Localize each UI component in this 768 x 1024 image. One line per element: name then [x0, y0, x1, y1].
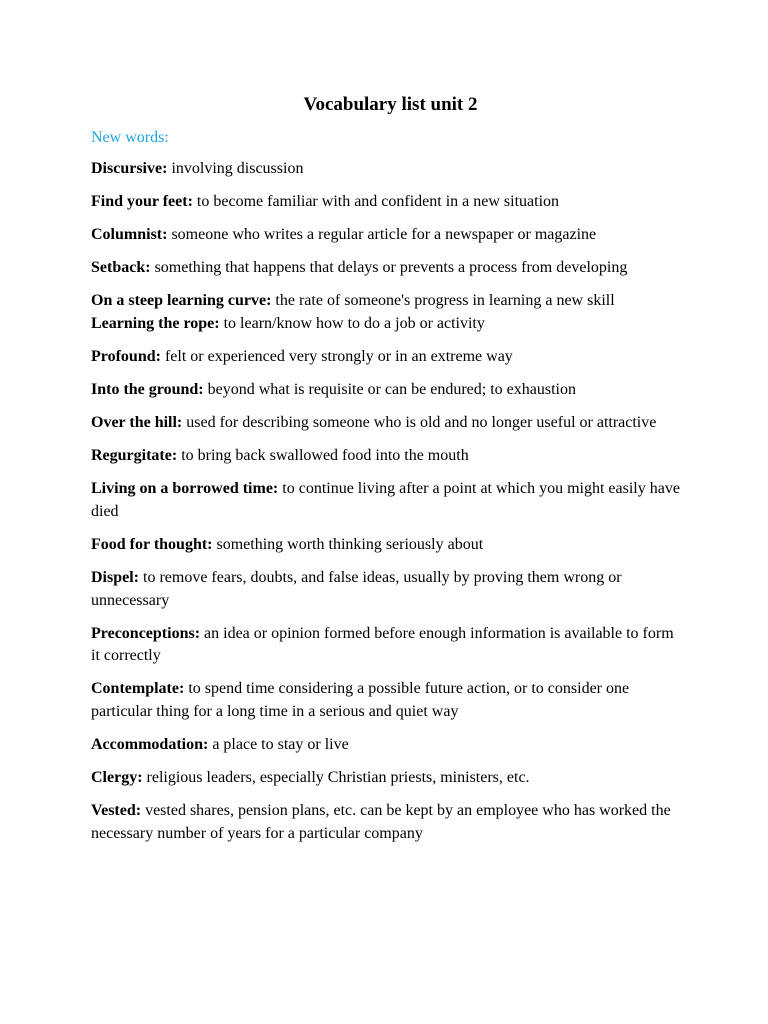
- entry-term: Discursive:: [91, 160, 168, 177]
- entry-definition: used for describing someone who is old and no longer useful or attractive: [186, 414, 657, 432]
- entry-definition: a place to stay or live: [212, 735, 349, 753]
- vocabulary-entry: [91, 623, 680, 668]
- vocabulary-entry: [91, 478, 680, 523]
- vocabulary-entry: [91, 191, 680, 214]
- vocabulary-entry: [91, 412, 680, 435]
- vocabulary-entry: [91, 346, 680, 369]
- vocabulary-entry: [91, 290, 680, 313]
- entry-definition: the rate of someone's progress in learning a new skill: [275, 292, 615, 310]
- vocabulary-entry: [91, 734, 680, 757]
- entry-term: Living on a borrowed time:: [91, 480, 279, 498]
- vocabulary-entry: [91, 567, 680, 612]
- vocabulary-entry: [91, 158, 680, 181]
- entry-term: Into the ground:: [91, 381, 204, 399]
- entry-term: Regurgitate:: [91, 447, 178, 465]
- entry-term: Learning the rope:: [91, 314, 220, 332]
- document-title: Vocabulary list unit 2: [303, 94, 478, 115]
- entry-definition: felt or experienced very strongly or in an extreme way: [164, 347, 513, 365]
- vocabulary-entry: [91, 534, 680, 557]
- vocabulary-entry: [91, 800, 680, 845]
- entry-definition: religious leaders, especially Christian priests, ministers, etc.: [146, 768, 530, 786]
- entry-definition: an idea or opinion formed before enough information is available to form it correctly: [91, 624, 674, 665]
- entry-definition: to continue living after a point at which you might easily have died: [91, 480, 680, 520]
- vocabulary-entry: [91, 678, 680, 723]
- entry-term: On a steep learning curve:: [91, 292, 272, 310]
- vocabulary-entry: [91, 257, 680, 280]
- entry-definition: someone who writes a regular article for a newspaper or magazine: [171, 226, 597, 244]
- entry-term: Find your feet:: [91, 193, 193, 211]
- entry-term: Vested:: [91, 802, 142, 819]
- entry-term: Columnist:: [91, 226, 168, 244]
- vocabulary-entry: [91, 313, 680, 336]
- entry-definition: something that happens that delays or prevents a process from developing: [154, 259, 628, 277]
- entry-definition: to bring back swallowed food into the mouth: [181, 447, 469, 465]
- entry-definition: vested shares, pension plans, etc. can be kept by an employee who has worked the necessary number of years for a particular company: [91, 802, 671, 842]
- entry-definition: to spend time considering a possible future action, or to consider one particular thing for a long time in a serious and quiet way: [91, 680, 630, 720]
- entry-definition: beyond what is requisite or can be endured; to exhaustion: [207, 381, 576, 399]
- vocabulary-entry: [91, 379, 680, 402]
- entry-definition: to learn/know how to do a job or activity: [223, 314, 485, 332]
- entry-term: Food for thought:: [91, 535, 213, 553]
- entry-definition: to remove fears, doubts, and false ideas, usually by proving them wrong or unnecessary: [91, 569, 622, 609]
- entry-term: Setback:: [91, 259, 151, 277]
- entry-definition: to become familiar with and confident in a new situation: [196, 193, 560, 211]
- vocabulary-entry: [91, 224, 680, 247]
- entry-term: Contemplate:: [91, 680, 185, 698]
- vocabulary-list: [91, 158, 680, 845]
- entry-definition: something worth thinking seriously about: [216, 535, 484, 553]
- vocabulary-entry: [91, 445, 680, 468]
- entry-definition: involving discussion: [171, 160, 304, 177]
- section-heading-new-words: New words:: [91, 129, 169, 146]
- entry-term: Preconceptions:: [91, 624, 201, 642]
- entry-term: Profound:: [91, 347, 161, 365]
- vocabulary-entry: [91, 767, 680, 790]
- entry-term: Over the hill:: [91, 414, 183, 432]
- entry-term: Clergy:: [91, 768, 143, 786]
- entry-term: Accommodation:: [91, 735, 209, 753]
- entry-term: Dispel:: [91, 569, 139, 587]
